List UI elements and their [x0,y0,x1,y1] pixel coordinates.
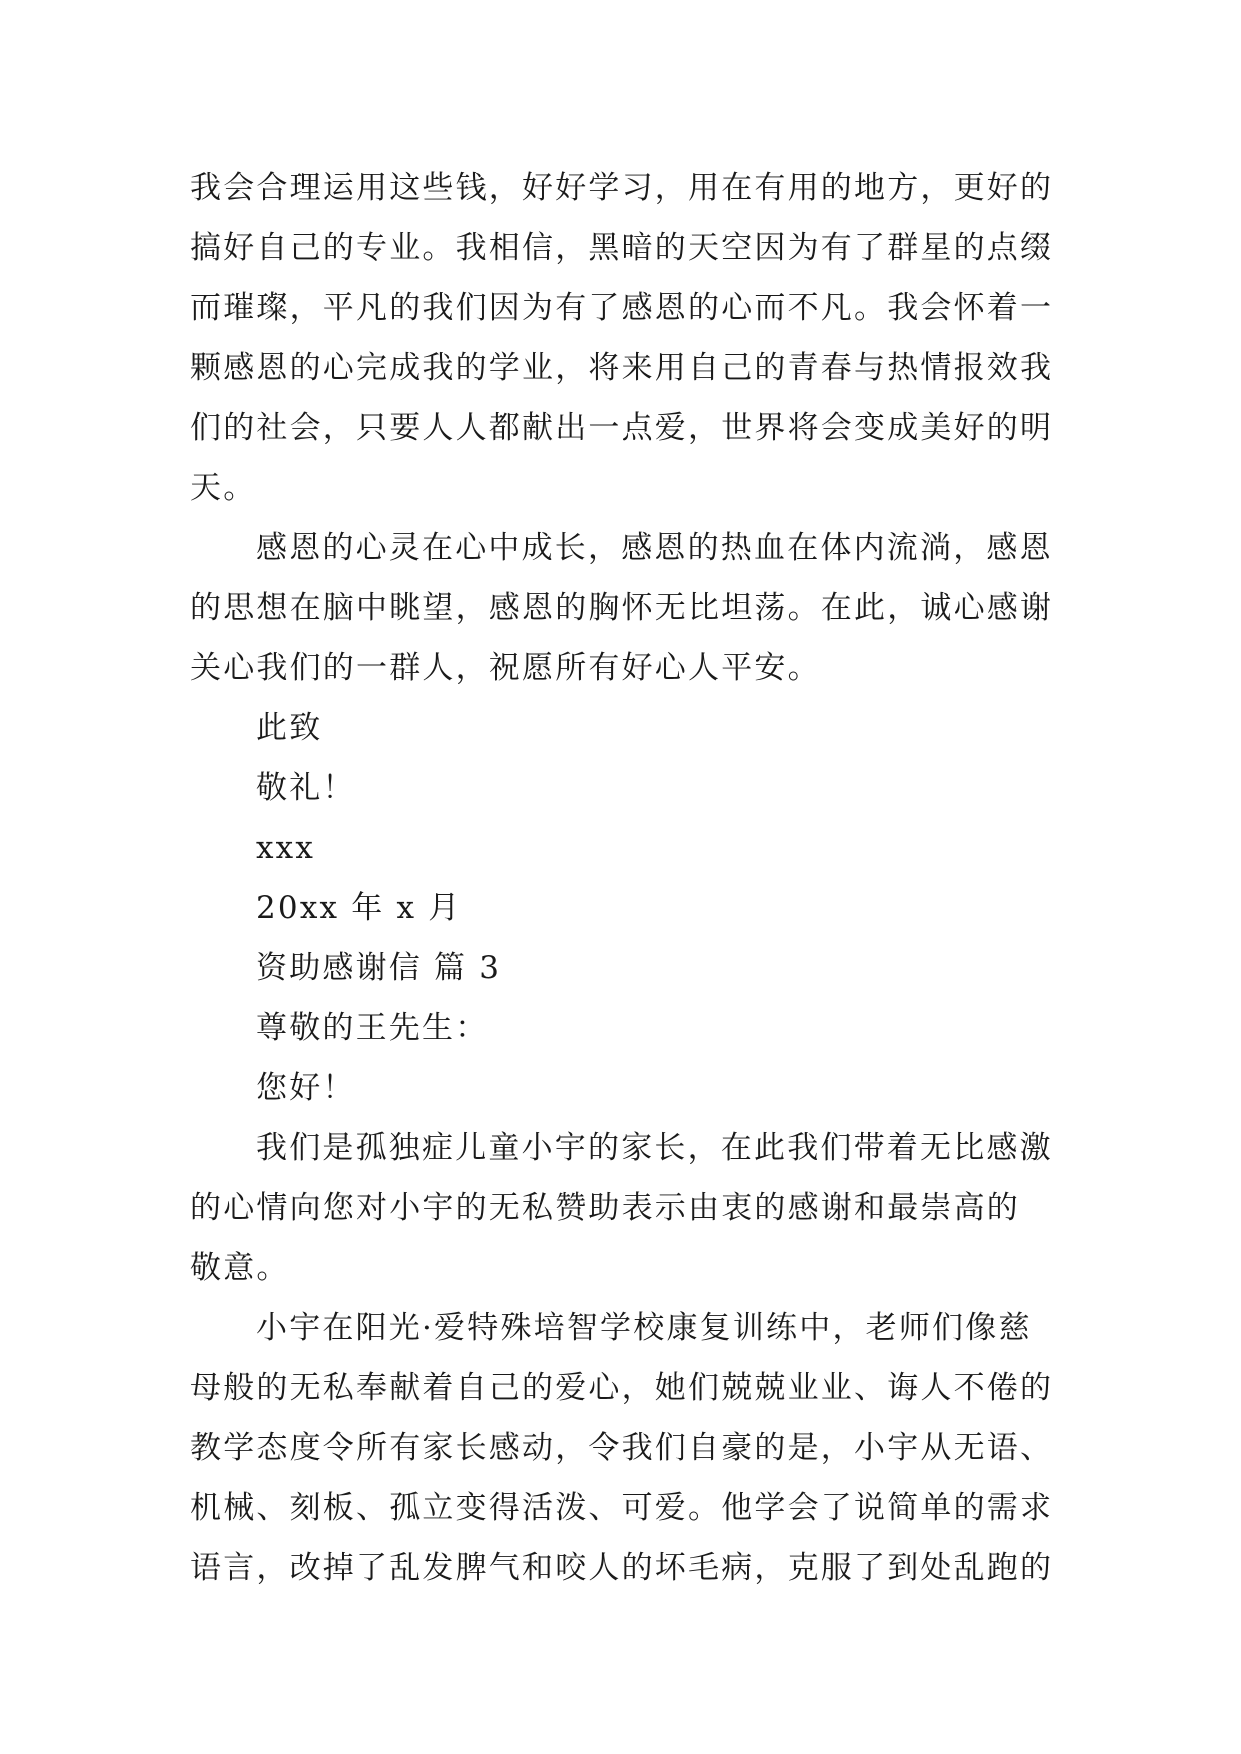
letter-body [190,158,1060,1598]
paragraph-10-line-4: 语言，改掉了乱发脾气和咬人的坏毛病，克服了到处乱跑的 [190,1550,1054,1586]
paragraph-10-line-0: 小宇在阳光·爱特殊培智学校康复训练中，老师们像慈 [256,1310,1032,1346]
paragraph-10-line-3: 机械、刻板、孤立变得活泼、可爱。他学会了说简单的需求 [190,1490,1054,1526]
paragraph-10-line-1: 母般的无私奉献着自己的爱心，她们兢兢业业、诲人不倦的 [190,1370,1054,1406]
paragraph-7-line-0: 尊敬的王先生： [256,1010,489,1046]
paragraph-6-line-0: 资助感谢信 篇 3 [256,950,502,986]
paragraph-3-line-0: 敬礼！ [256,770,356,806]
paragraph-0-line-1: 搞好自己的专业。我相信，黑暗的天空因为有了群星的点缀 [190,230,1054,266]
paragraph-1-line-0: 感恩的心灵在心中成长，感恩的热血在体内流淌，感恩 [256,530,1053,566]
paragraph-0-line-4: 们的社会，只要人人都献出一点爱，世界将会变成美好的明 [190,410,1054,446]
paragraph-2-line-0: 此致 [256,710,323,746]
paragraph-9-line-2: 敬意。 [190,1250,290,1286]
paragraph-8-line-0: 您好！ [256,1070,356,1106]
paragraph-0-line-3: 颗感恩的心完成我的学业，将来用自己的青春与热情报效我 [190,350,1054,386]
paragraph-4-line-0: xxx [256,830,316,866]
paragraph-5-line-0: 20xx 年 x 月 [256,890,462,926]
paragraph-10-line-2: 教学态度令所有家长感动，令我们自豪的是，小宇从无语、 [190,1430,1054,1466]
paragraph-0-line-5: 天。 [190,470,257,506]
paragraph-9-line-1: 的心情向您对小宇的无私赞助表示由衷的感谢和最崇高的 [190,1190,1020,1226]
paragraph-0-line-0: 我会合理运用这些钱，好好学习，用在有用的地方，更好的 [190,170,1054,206]
paragraph-9-line-0: 我们是孤独症儿童小宇的家长，在此我们带着无比感激 [256,1130,1053,1166]
paragraph-1-line-2: 关心我们的一群人，祝愿所有好心人平安。 [190,650,821,686]
paragraph-1-line-1: 的思想在脑中眺望，感恩的胸怀无比坦荡。在此，诚心感谢 [190,590,1054,626]
paragraph-0-line-2: 而璀璨，平凡的我们因为有了感恩的心而不凡。我会怀着一 [190,290,1054,326]
